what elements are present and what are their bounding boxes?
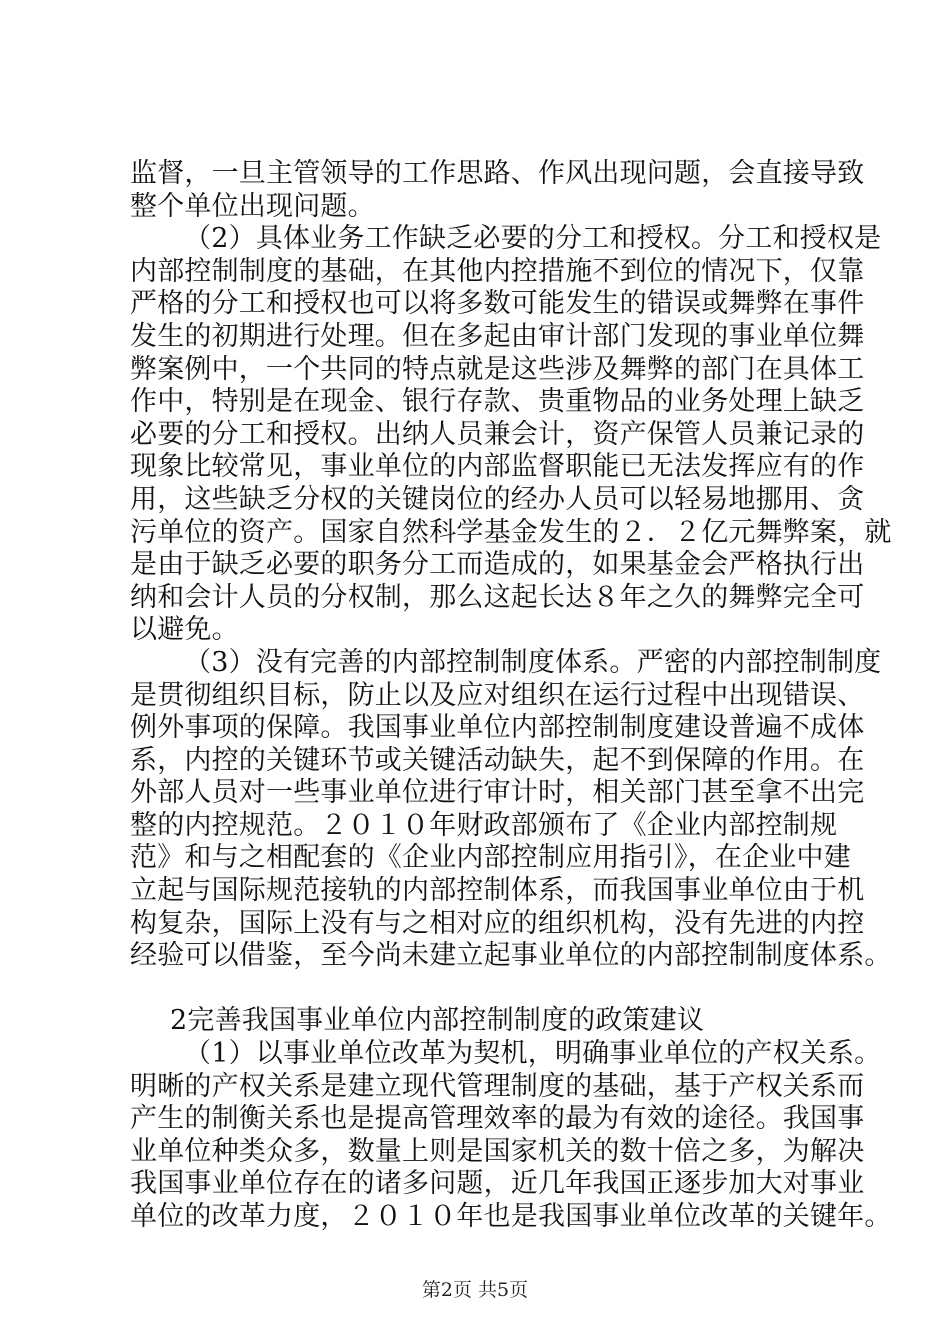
text-line: 系，内控的关键环节或关键活动缺失，起不到保障的作用。在 (130, 744, 865, 776)
paragraph-start: （2）具体业务工作缺乏必要的分工和授权。分工和授权是 (184, 223, 882, 255)
text-line: 单位的改革力度，２０１０年也是我国事业单位改革的关键年。 (130, 1201, 892, 1232)
text-line: 立起与国际规范接轨的内部控制体系，而我国事业单位由于机 (130, 875, 865, 907)
text-line: 作中，特别是在现金、银行存款、贵重物品的业务处理上缺乏 (130, 386, 865, 418)
text-line: 整的内控规范。２０１０年财政部颁布了《企业内部控制规 (130, 809, 838, 841)
text-line: 例外事项的保障。我国事业单位内部控制制度建设普遍不成体 (130, 712, 865, 744)
text-line: 必要的分工和授权。出纳人员兼会计，资产保管人员兼记录的 (130, 418, 865, 450)
text-line: 现象比较常见，事业单位的内部监督职能已无法发挥应有的作 (130, 451, 865, 483)
text-line: 业单位种类众多，数量上则是国家机关的数十倍之多，为解决 (130, 1135, 865, 1167)
text-line: 以避免。 (130, 614, 239, 646)
text-line: 严格的分工和授权也可以将多数可能发生的错误或舞弊在事件 (130, 288, 865, 320)
text-line: 范》和与之相配套的《企业内部控制应用指引》，在企业中建 (130, 842, 851, 874)
page-number: 第2页 共5页 (421, 1279, 529, 1301)
text-line: 弊案例中，一个共同的特点就是这些涉及舞弊的部门在具体工 (130, 353, 865, 385)
paragraph-start: （1）以事业单位改革为契机，明确事业单位的产权关系。 (184, 1038, 882, 1070)
text-line: 整个单位出现问题。 (130, 190, 375, 222)
text-line: 我国事业单位存在的诸多问题，近几年我国正逐步加大对事业 (130, 1168, 865, 1200)
text-line: 是贯彻组织目标，防止以及应对组织在运行过程中出现错误、 (130, 679, 865, 711)
text-line: 外部人员对一些事业单位进行审计时，相关部门甚至拿不出完 (130, 777, 865, 809)
paragraph-gap (130, 973, 850, 1006)
paragraph-start: （3）没有完善的内部控制制度体系。严密的内部控制制度 (184, 646, 882, 678)
text-line: 污单位的资产。国家自然科学基金发生的２．２亿元舞弊案，就 (130, 516, 892, 548)
text-line: 是由于缺乏必要的职务分工而造成的，如果基金会严格执行出 (130, 549, 865, 581)
body-text (130, 158, 892, 1234)
text-line: 纳和会计人员的分权制，那么这起长达８年之久的舞弊完全可 (130, 581, 865, 613)
text-line: 发生的初期进行处理。但在多起由审计部门发现的事业单位舞 (130, 320, 865, 352)
text-line: 明晰的产权关系是建立现代管理制度的基础，基于产权关系而 (130, 1070, 865, 1102)
text-line: 经验可以借鉴，至今尚未建立起事业单位的内部控制制度体系。 (130, 940, 892, 972)
text-line: 用，这些缺乏分权的关键岗位的经办人员可以轻易地挪用、贪 (130, 483, 865, 515)
text-line: 内部控制制度的基础，在其他内控措施不到位的情况下，仅靠 (130, 255, 865, 287)
section-heading: 2完善我国事业单位内部控制制度的政策建议 (170, 1005, 705, 1037)
text-line: 构复杂，国际上没有与之相对应的组织机构，没有先进的内控 (130, 907, 865, 939)
text-line: 产生的制衡关系也是提高管理效率的最为有效的途径。我国事 (130, 1103, 865, 1135)
text-line: 监督，一旦主管领导的工作思路、作风出现问题，会直接导致 (130, 158, 865, 189)
